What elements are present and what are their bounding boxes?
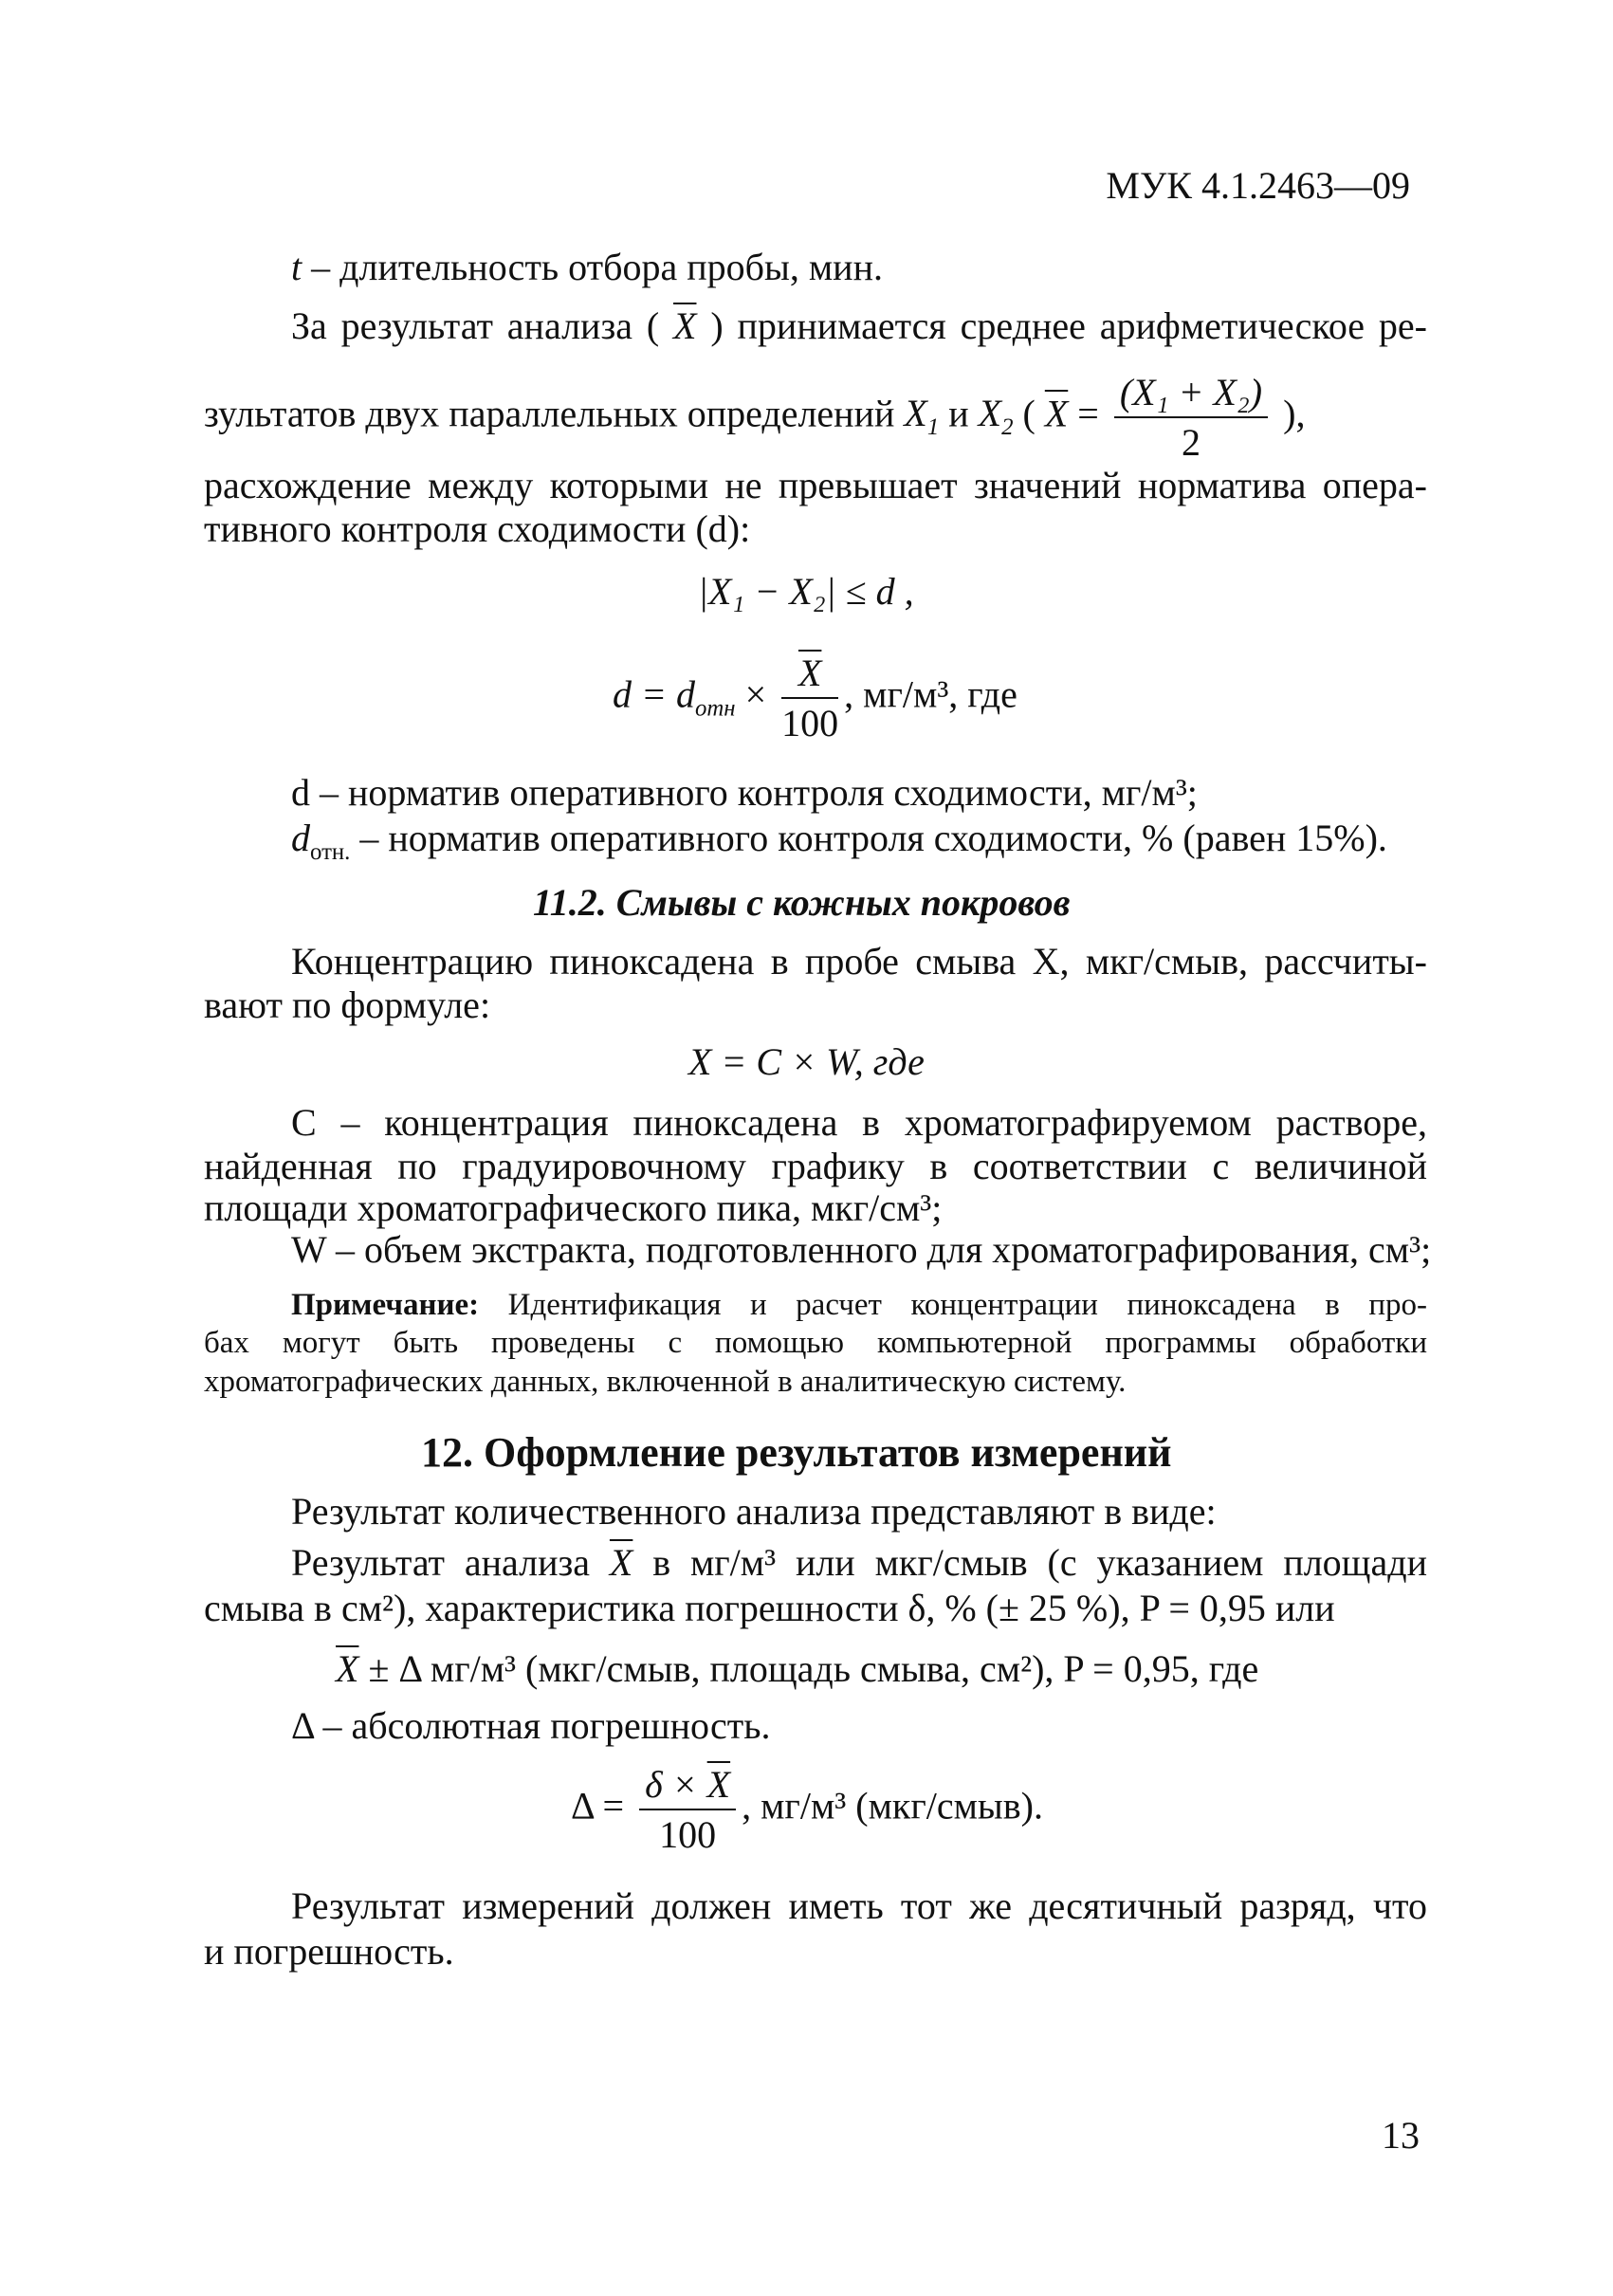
x-bar-symbol: $\overline{X}$ — [609, 1541, 633, 1584]
formula-delta-numerator: $\delta \times \overline{X}$ — [639, 1762, 736, 1810]
note-block — [204, 1286, 1427, 1401]
conc-line-2: вают по формуле: — [204, 983, 491, 1026]
formula-d — [613, 651, 1017, 745]
definition-w: W – объем экстракта, подготовленного для хроматографирования, см³; — [291, 1228, 1432, 1271]
conc-line-1: Концентрацию пиноксадена в пробе смыва X, мкг/смыв, рассчиты- — [291, 940, 1427, 983]
x1-symbol: $X_1$ — [904, 392, 940, 441]
result-line-1 — [291, 303, 1427, 348]
definition-t — [291, 245, 883, 289]
result2-text: в мг/м³ или мкг/смыв (с указанием площади — [632, 1541, 1427, 1584]
formula-abs-text: |X₁ − X₂| ≤ d , — [698, 570, 914, 613]
and-word: и — [948, 392, 979, 435]
note-line-1 — [204, 1286, 1427, 1324]
definition-d-otn-text: – норматив оперативного контроля сходимости, % (равен 15%). — [350, 817, 1387, 859]
x-bar-symbol: $\overline{X}$ — [1044, 392, 1069, 435]
formula-d-fraction — [781, 651, 838, 745]
note-text: Идентификация и расчет концентрации пиноксадена в про- — [479, 1288, 1427, 1322]
present-line: Результат количественного анализа представляют в виде: — [291, 1490, 1217, 1533]
paren-close: ), — [1274, 392, 1306, 435]
note-line-2: бах могут быть проведены с помощью компьютерной программы обработки — [204, 1326, 1427, 1361]
mean-fraction-numerator: (X₁ + X₂) — [1114, 370, 1268, 418]
final-line-2: и погрешность. — [204, 1930, 454, 1973]
result2-line-1 — [291, 1540, 1427, 1585]
symbol-t: t — [291, 246, 302, 288]
result-line-3: расхождение между которыми не превышает значений норматива опера- — [204, 464, 1427, 506]
definition-d: d – норматив оперативного контроля сходимости, мг/м³; — [291, 771, 1198, 814]
formula-x-text: X = C × W, где — [688, 1040, 925, 1083]
formula-delta-denominator: 100 — [659, 1813, 717, 1857]
result-text: зультатов двух параллельных определений — [204, 392, 905, 435]
result2-line-2: смыва в см²), характеристика погрешности δ, % (± 25 %), P = 0,95 или — [204, 1587, 1335, 1629]
formula-d-denominator: 100 — [781, 702, 839, 745]
formula-d-sub: отн — [695, 695, 736, 722]
x-bar-symbol: $\overline{X}$ — [673, 304, 697, 347]
document-code: МУК 4.1.2463—09 — [1106, 164, 1410, 207]
formula-delta-unit: , мг/м³ (мкг/смыв). — [742, 1784, 1043, 1828]
x2-symbol: $X_2$ — [978, 392, 1014, 441]
result2-text: Результат анализа — [291, 1541, 610, 1584]
result-text: ) принимается среднее арифметическое ре- — [696, 304, 1427, 347]
def-c-line-2: найденная по градуировочному графику в соответствии с величиной — [204, 1145, 1427, 1187]
formula-d-numerator: $\overline{X}$ — [781, 651, 838, 699]
formula-d-lhs: d = d — [613, 672, 695, 716]
definition-delta: Δ – абсолютная погрешность. — [291, 1704, 771, 1747]
result-line-4: тивного контроля сходимости (d): — [204, 507, 751, 550]
equals-sign: = — [1068, 392, 1109, 435]
definition-t-text: – длительность отбора пробы, мин. — [302, 246, 883, 288]
mean-fraction — [1114, 370, 1268, 465]
formula-delta-fraction — [639, 1762, 736, 1857]
times-sign: × — [735, 672, 777, 716]
section-heading-11-2: 11.2. Смывы с кожных покровов — [533, 881, 1071, 924]
symbol-d: d — [291, 817, 310, 859]
formula-x — [688, 1039, 925, 1084]
note-line-3: хроматографических данных, включенной в аналитическую систему. — [204, 1364, 1127, 1399]
paren-open: ( — [1022, 392, 1045, 435]
formula-pm-text: ± Δ мг/м³ (мкг/смыв, площадь смыва, см²), P = 0,95, где — [358, 1647, 1259, 1690]
final-line-1: Результат измерений должен иметь тот же десятичный разряд, что — [291, 1884, 1427, 1927]
formula-x-plus-minus — [336, 1646, 1258, 1691]
result-text: За результат анализа ( — [291, 304, 674, 347]
page-number: 13 — [1382, 2114, 1420, 2157]
formula-abs-difference — [698, 569, 914, 614]
definition-d-otn — [291, 816, 1387, 865]
def-c-line-1: C – концентрация пиноксадена в хроматографируемом растворе, — [291, 1101, 1427, 1144]
def-c-line-3: площади хроматографического пика, мкг/см³; — [204, 1186, 943, 1229]
result-line-2 — [204, 370, 1427, 465]
symbol-d-sub: отн. — [310, 839, 351, 865]
formula-delta-lhs: Δ = — [571, 1784, 634, 1828]
x-bar-symbol: $\overline{X}$ — [336, 1647, 359, 1690]
section-heading-12: 12. Оформление результатов измерений — [421, 1429, 1172, 1476]
formula-d-unit: , мг/м³, где — [844, 672, 1017, 716]
mean-fraction-denominator: 2 — [1181, 421, 1201, 465]
note-label: Примечание: — [291, 1288, 480, 1322]
formula-delta — [571, 1762, 1043, 1857]
